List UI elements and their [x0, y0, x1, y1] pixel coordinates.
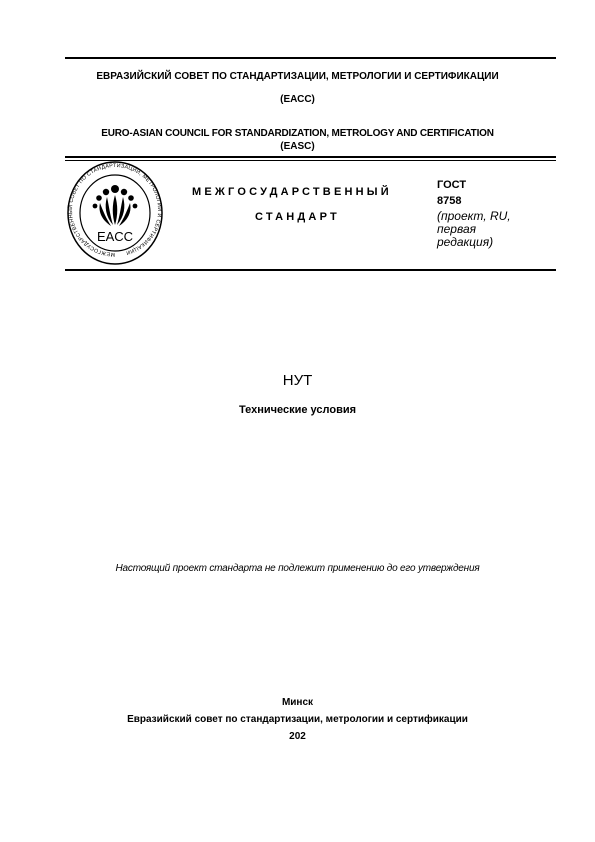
- logo-ring-text: МЕЖГОСУДАРСТВЕННЫЙ СОВЕТ ПО СТАНДАРТИЗАЦИИ, МЕТРОЛОГИИ И СЕРТИФИКАЦИИ: [67, 162, 163, 258]
- council-name-en: EURO-ASIAN COUNCIL FOR STANDARDIZATION, METROLOGY AND CERTIFICATION: [101, 128, 494, 139]
- document-subtitle: Технические условия: [238, 404, 357, 416]
- footer-year: 202: [289, 731, 306, 742]
- top-rule: [65, 57, 556, 59]
- header-rule: [65, 156, 556, 158]
- draft-notice: Настоящий проект стандарта не подлежит применению до его утверждения: [115, 563, 480, 574]
- council-abbr-ru: (ЕАСС): [280, 94, 315, 105]
- gost-status-3: редакция): [437, 235, 494, 249]
- footer-publisher: Евразийский совет по стандартизации, метрологии и сертификации: [127, 714, 468, 725]
- gost-number: 8758: [437, 195, 462, 207]
- council-name-ru: ЕВРАЗИЙСКИЙ СОВЕТ ПО СТАНДАРТИЗАЦИИ, МЕТРОЛОГИИ И СЕРТИФИКАЦИИ: [96, 71, 499, 82]
- document-title: НУТ: [282, 372, 313, 389]
- standard-type-line2: СТАНДАРТ: [255, 211, 340, 223]
- gost-status-2: первая: [437, 222, 477, 236]
- gost-status-1: (проект, RU,: [437, 209, 511, 223]
- council-abbr-en: (EASC): [280, 141, 315, 152]
- easc-logo-icon: [66, 161, 164, 265]
- standard-type-line1: МЕЖГОСУДАРСТВЕННЫЙ: [192, 186, 392, 198]
- logo-text: EACC: [96, 229, 134, 244]
- gost-label: ГОСТ: [437, 179, 467, 191]
- gost-block: [437, 179, 511, 249]
- designation-rule: [65, 269, 556, 271]
- footer-city: Минск: [281, 697, 314, 708]
